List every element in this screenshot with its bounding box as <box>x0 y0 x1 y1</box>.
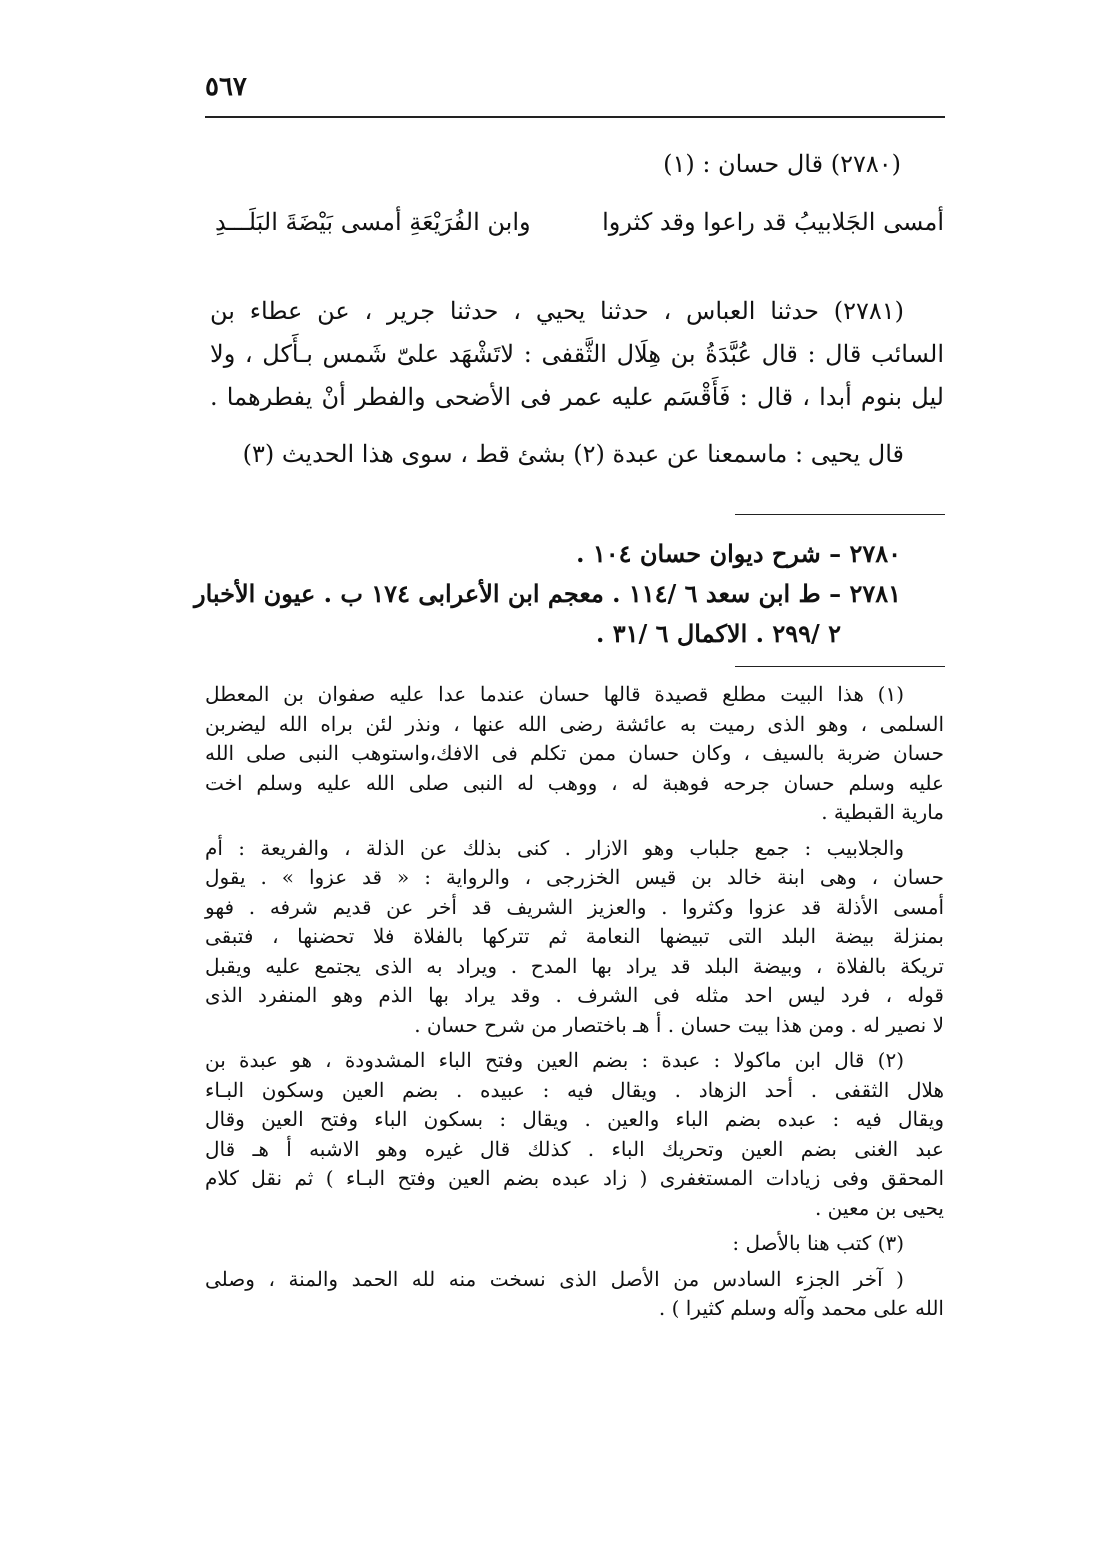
footnote-line: الله على محمد وآله وسلم كثيرا ) . <box>658 1296 944 1320</box>
footnote-line: حسان ضربة بالسيف ، وكان حسان ممن تكلم فى الافك،واستوهب النبى صلى الله <box>205 741 944 765</box>
reference-line: ٢٧٨٠ – شرح ديوان حسان ١٠٤ . <box>576 539 901 568</box>
footnote-line: المحقق وفى زيادات المستغفرى ( زاد عبده بضم العين وفتح البـاء ) ثم نقل كلام <box>205 1166 944 1190</box>
footnote-line: تريكة بالفلاة ، وبيضة البلد قد يراد بها المدح . ويراد به الذى يجتمع عليه ويقبل <box>205 953 944 978</box>
footnotes <box>205 680 944 1330</box>
references-rule <box>735 514 945 515</box>
reference-line: ٢ /٢٩٩ . الاكمال ٦ /٣١ . <box>595 619 841 648</box>
reference-line: ٢٧٨١ – ط ابن سعد ٦ /١١٤ . معجم ابن الأعرابى ١٧٤ ب . عيون الأخبار <box>193 579 901 608</box>
footnote-line: السلمى ، وهو الذى رميت به عائشة رضى الله عنها ، ونذر لئن براه الله ليضربن <box>205 711 944 736</box>
footnote-line: (١) هذا البيت مطلع قصيدة قالها حسان عندما عدا عليه صفوان بن المعطل <box>205 682 904 706</box>
footnote-2 <box>205 1046 944 1223</box>
footnote-line: عليه وسلم حسان جرحه فوهبة له ، ووهب له النبى صلى الله عليه وسلم اخت <box>205 770 944 795</box>
source-references <box>193 534 901 654</box>
footnote-line: مارية القبطية . <box>821 800 944 824</box>
verse-left-hemistich: وابن الفُرَيْعَةِ أمسى بَيْضَةَ البَلَـــدِ <box>215 208 531 236</box>
verse-right-hemistich: أمسى الجَلابيبُ قد راعوا وقد كثروا <box>602 208 944 236</box>
poetry-verse <box>215 208 944 236</box>
hadith-line: قال يحيى : ماسمعنا عن عبدة (٢) بشئ قط ، سوى هذا الحديث (٣) <box>242 440 904 468</box>
footnote-line: لا نصير له . ومن هذا بيت حسان . أ هـ باختصار من شرح حسان . <box>414 1012 944 1037</box>
page-number: ٥٦٧ <box>205 72 247 102</box>
hadith-line: السائب قال : قال عُبَّدَةُ بن هِلَال الثَّقفى : لاتَشْهَد علىّ شَمس بـأَكل ، ولا <box>210 340 944 368</box>
hadith-line: (٢٧٨١) حدثنا العباس ، حدثنا يحيي ، حدثنا جرير ، عن عطاء بن <box>210 297 904 325</box>
footnote-line: بمنزلة بيضة البلد التى تبيضها النعامة ثم تتركها بالفلاة فلا تحضنها ، فتبقى <box>205 924 944 948</box>
footnote-line: والجلابيب : جمع جلباب وهو الازار . كنى بذلك عن الذلة ، والفريعة : أم <box>205 835 904 860</box>
header-rule <box>205 116 945 118</box>
footnote-line: حسان ، وهى ابنة خالد بن قيس الخزرجى ، والرواية : « قد عزوا » . يقول <box>205 865 944 889</box>
footnote-line: ( آخر الجزء السادس من الأصل الذى نسخت منه لله الحمد والمنة ، وصلى <box>205 1266 904 1291</box>
footnote-1-commentary <box>205 834 944 1041</box>
footnote-1 <box>205 680 944 828</box>
footnote-3-quote <box>205 1265 944 1324</box>
footnote-line: (٢) قال ابن ماكولا : عبدة : بضم العين وفتح الباء المشدودة ، هو عبدة بن <box>205 1048 904 1072</box>
footnote-3 <box>205 1229 944 1259</box>
footnote-line: أمسى الأذلة قد عزوا وكثروا . والعزيز الشريف قد أخر عن قديم شرفه . فهو <box>205 894 945 919</box>
hadith-line: ليل بنوم أبدا ، قال : فَأَقْسَم عليه عمر فى الأضحى والفطر أنْ يفطرهما . <box>210 383 944 411</box>
footnotes-rule <box>735 666 945 667</box>
hadith-2781-text <box>210 290 944 476</box>
footnote-line: (٣) كتب هنا بالأصل : <box>732 1231 904 1255</box>
footnote-line: ويقال فيه : عبده بضم الباء والعين . ويقال : بسكون الباء وفتح العين وقال <box>205 1107 944 1131</box>
footnote-line: عبد الغنى بضم العين وتحريك الباء . كذلك قال غيره وهو الاشبه أ هـ قال <box>205 1136 944 1161</box>
hadith-2780-heading: (٢٧٨٠) قال حسان : (١) <box>663 150 901 178</box>
footnote-line: هلال الثقفى . أحد الزهاد . ويقال فيه : عبيده . بضم العين وسكون البـاء <box>205 1077 944 1102</box>
footnote-line: قوله ، فرد ليس احد مثله فى الشرف . وقد يراد بها الذم وهو المنفرد الذى <box>205 983 944 1007</box>
footnote-line: يحيى بن معين . <box>814 1195 944 1220</box>
